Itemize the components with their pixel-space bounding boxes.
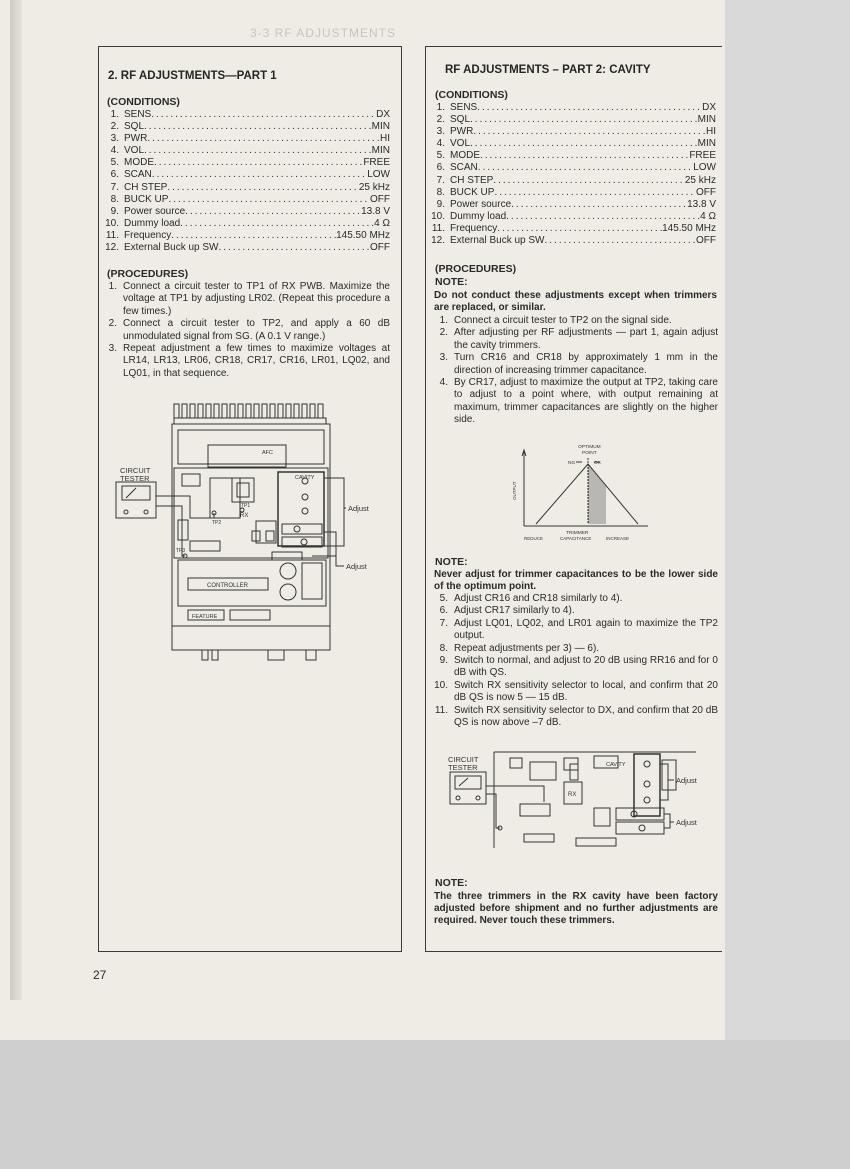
tester-label-2: TESTER bbox=[120, 474, 150, 483]
condition-number: 11. bbox=[431, 222, 445, 234]
condition-value: 13.8 V bbox=[361, 205, 390, 217]
condition-row bbox=[98, 169, 390, 181]
condition-value: 145.50 MHz bbox=[336, 229, 390, 241]
procedure-step bbox=[100, 281, 390, 318]
condition-label: SENS bbox=[450, 102, 478, 113]
step-number: 3. bbox=[439, 352, 448, 364]
procedure-step bbox=[100, 318, 390, 343]
condition-value: 145.50 MHz bbox=[662, 222, 716, 234]
step-text: Switch RX sensitivity selector to local, and confirm that 20 dB QS is now 5 — 15 dB. bbox=[454, 679, 718, 704]
leader-dots bbox=[185, 206, 361, 218]
procedure-step bbox=[431, 377, 718, 427]
leader-dots bbox=[151, 109, 376, 121]
right-note2-heading: NOTE: bbox=[435, 556, 468, 568]
tester-label-1: CIRCUIT bbox=[120, 466, 151, 475]
step-number: 9. bbox=[439, 655, 448, 667]
step-number: 3. bbox=[108, 343, 117, 355]
step-text: Repeat adjustments per 3) — 6). bbox=[454, 642, 600, 654]
condition-number: 2. bbox=[110, 121, 119, 133]
leader-dots bbox=[477, 102, 702, 114]
condition-value: DX bbox=[702, 102, 716, 113]
leader-dots bbox=[493, 175, 685, 187]
step-number: 6. bbox=[439, 605, 448, 617]
step-number: 2. bbox=[439, 327, 448, 339]
condition-value: MIN bbox=[697, 138, 716, 150]
step-text: Connect a circuit tester to TP2, and apply a 60 dB unmodulated signal from SG. (A 0.1 V range.) bbox=[123, 318, 390, 342]
condition-value: FREE bbox=[689, 150, 716, 162]
condition-value: 25 kHz bbox=[358, 181, 390, 193]
condition-value: MIN bbox=[697, 114, 716, 126]
condition-number: 9. bbox=[436, 198, 445, 210]
tp3-label: TP3 bbox=[176, 548, 186, 554]
right-note3-text: The three trimmers in the RX cavity have been factory adjusted before shipment and no further adjustments are required. Never touch these trimmers. bbox=[434, 891, 718, 927]
condition-number: 1. bbox=[110, 109, 119, 120]
condition-label: SQL bbox=[124, 121, 145, 133]
condition-row bbox=[98, 121, 390, 133]
condition-row bbox=[98, 157, 390, 169]
condition-label: Frequency bbox=[450, 222, 498, 234]
condition-row bbox=[98, 206, 390, 218]
right-procedures-heading: (PROCEDURES) bbox=[435, 263, 517, 275]
condition-label: Power source bbox=[450, 198, 512, 210]
procedure-step bbox=[431, 605, 718, 617]
leader-dots bbox=[497, 223, 662, 235]
condition-label: CH STEP bbox=[450, 174, 494, 186]
condition-row bbox=[424, 211, 716, 223]
condition-row bbox=[98, 218, 390, 230]
leader-dots bbox=[144, 145, 372, 157]
condition-row bbox=[98, 182, 390, 194]
condition-number: 3. bbox=[110, 133, 119, 145]
procedure-step bbox=[431, 680, 718, 705]
leader-dots bbox=[180, 218, 374, 230]
condition-row bbox=[424, 138, 716, 150]
right-note2-text: Never adjust for trimmer capacitances to be the lower side of the optimum point. bbox=[434, 569, 718, 593]
graph-point: POINT bbox=[582, 451, 597, 456]
rx-label: RX bbox=[240, 513, 249, 519]
step-number: 4. bbox=[439, 377, 448, 389]
afc-label: AFC bbox=[262, 450, 273, 456]
step-number: 1. bbox=[439, 315, 448, 326]
condition-label: PWR bbox=[124, 133, 148, 145]
condition-value: OFF bbox=[370, 242, 390, 254]
condition-row bbox=[424, 162, 716, 174]
adjust-label-2: Adjust bbox=[346, 562, 367, 571]
rx2-label: RX bbox=[568, 792, 577, 798]
graph-optimum: OPTIMUM bbox=[578, 445, 601, 450]
left-conditions-heading: (CONDITIONS) bbox=[107, 96, 180, 108]
leader-dots bbox=[168, 194, 370, 206]
condition-number: 8. bbox=[110, 193, 119, 205]
step-number: 2. bbox=[108, 318, 117, 330]
condition-row bbox=[98, 230, 390, 242]
page-edge bbox=[10, 0, 22, 1000]
condition-label: SQL bbox=[450, 114, 471, 126]
tp2-label: TP2 bbox=[212, 520, 222, 526]
condition-value: HI bbox=[380, 133, 390, 145]
condition-value: MIN bbox=[371, 145, 390, 157]
cavity-label: CAVITY bbox=[295, 475, 315, 481]
condition-label: BUCK UP bbox=[450, 186, 495, 198]
condition-label: Frequency bbox=[124, 229, 172, 241]
condition-label: Power source bbox=[124, 205, 186, 217]
condition-label: SENS bbox=[124, 109, 152, 120]
condition-label: MODE bbox=[124, 157, 154, 169]
leader-dots bbox=[171, 230, 336, 242]
condition-number: 4. bbox=[436, 138, 445, 150]
step-number: 5. bbox=[439, 593, 448, 604]
step-text: After adjusting per RF adjustments — part 1, again adjust the cavity trimmers. bbox=[454, 327, 718, 351]
condition-value: HI bbox=[706, 126, 716, 138]
graph-ng: NG bbox=[568, 461, 576, 466]
leader-dots bbox=[147, 133, 380, 145]
condition-row bbox=[98, 145, 390, 157]
leader-dots bbox=[544, 235, 696, 247]
right-steps-list-b bbox=[431, 593, 718, 729]
condition-value: 13.8 V bbox=[687, 198, 716, 210]
condition-label: VOL bbox=[124, 145, 145, 157]
condition-number: 12. bbox=[431, 235, 445, 247]
leader-dots bbox=[470, 114, 698, 126]
step-text: Repeat adjustment a few times to maximize voltages at LR14, LR13, LR06, CR18, CR17, CR16, LR01, LQ02, and LQ01, in that sequence. bbox=[123, 343, 390, 379]
condition-value: 25 kHz bbox=[684, 174, 716, 186]
condition-row bbox=[424, 102, 716, 114]
condition-label: External Buck up SW bbox=[124, 242, 219, 254]
condition-number: 10. bbox=[105, 217, 119, 229]
step-text: Adjust CR17 similarly to 4). bbox=[454, 605, 575, 617]
step-number: 11. bbox=[434, 704, 448, 716]
condition-label: Dummy load bbox=[124, 217, 181, 229]
leader-dots bbox=[144, 121, 372, 133]
step-number: 1. bbox=[108, 281, 117, 292]
condition-number: 11. bbox=[105, 229, 119, 241]
right-note-text: Do not conduct these adjustments except when trimmers are replaced, or similar. bbox=[434, 290, 717, 314]
controller-label: CONTROLLER bbox=[207, 583, 249, 589]
condition-row bbox=[424, 199, 716, 211]
step-number: 10. bbox=[434, 679, 448, 691]
condition-number: 2. bbox=[436, 114, 445, 126]
graph-output: OUTPUT bbox=[512, 481, 517, 500]
leader-dots bbox=[478, 162, 693, 174]
leader-dots bbox=[152, 169, 367, 181]
step-number: 7. bbox=[439, 617, 448, 629]
condition-label: VOL bbox=[450, 138, 471, 150]
feature-label: FEATURE bbox=[192, 614, 218, 620]
condition-number: 7. bbox=[110, 181, 119, 193]
step-text: By CR17, adjust to maximize the output at TP2, taking care to adjust to a point where, with output remaining at maximum, trimmer capacitances are slightly on the higher side. bbox=[454, 377, 718, 426]
procedure-step bbox=[431, 643, 718, 655]
graph-reduce: REDUCE bbox=[524, 536, 544, 541]
condition-value: OFF bbox=[696, 186, 716, 198]
condition-number: 8. bbox=[436, 186, 445, 198]
step-text: Turn CR16 and CR18 by approximately 1 mm in the direction of increasing trimmer capacitance. bbox=[454, 352, 718, 376]
condition-label: SCAN bbox=[124, 169, 152, 181]
leader-dots bbox=[506, 211, 700, 223]
condition-number: 7. bbox=[436, 174, 445, 186]
condition-row bbox=[98, 133, 390, 145]
step-text: Switch to normal, and adjust to 20 dB using RR16 and for 0 dB with QS. bbox=[454, 655, 718, 679]
cavity-diagram bbox=[444, 748, 714, 852]
condition-row bbox=[98, 194, 390, 206]
condition-number: 6. bbox=[110, 169, 119, 181]
cavity2-label: CAVITY bbox=[606, 762, 626, 768]
condition-label: MODE bbox=[450, 150, 480, 162]
procedure-step bbox=[431, 618, 718, 643]
condition-row bbox=[424, 150, 716, 162]
right-note3-heading: NOTE: bbox=[435, 877, 468, 889]
tester2-label-2: TESTER bbox=[448, 763, 478, 772]
step-text: Connect a circuit tester to TP2 on the signal side. bbox=[454, 315, 672, 326]
right-title: RF ADJUSTMENTS – PART 2: CAVITY bbox=[445, 64, 651, 76]
condition-label: External Buck up SW bbox=[450, 235, 545, 247]
condition-label: Dummy load bbox=[450, 210, 507, 222]
leader-dots bbox=[494, 187, 696, 199]
ghost-header: 3-3 RF ADJUSTMENTS bbox=[250, 26, 397, 40]
condition-label: CH STEP bbox=[124, 181, 168, 193]
condition-value: LOW bbox=[693, 162, 716, 174]
condition-number: 12. bbox=[105, 242, 119, 254]
condition-row bbox=[98, 109, 390, 121]
leader-dots bbox=[167, 182, 359, 194]
leader-dots bbox=[473, 126, 706, 138]
condition-value: DX bbox=[376, 109, 390, 120]
step-text: Switch RX sensitivity selector to DX, and confirm that 20 dB QS is now above –7 dB. bbox=[454, 704, 718, 729]
condition-label: BUCK UP bbox=[124, 193, 169, 205]
leader-dots bbox=[480, 150, 689, 162]
graph-ok: OK bbox=[594, 461, 601, 466]
leader-dots bbox=[470, 138, 698, 150]
condition-value: FREE bbox=[363, 157, 390, 169]
adjust2-label-1: Adjust bbox=[676, 776, 697, 785]
radio-board-diagram bbox=[112, 400, 392, 665]
condition-number: 4. bbox=[110, 145, 119, 157]
condition-value: MIN bbox=[371, 121, 390, 133]
condition-number: 3. bbox=[436, 126, 445, 138]
graph-trimmer: TRIMMER bbox=[566, 531, 589, 536]
right-conditions-list bbox=[424, 102, 716, 247]
condition-row bbox=[424, 126, 716, 138]
step-text: Adjust CR16 and CR18 similarly to 4). bbox=[454, 593, 623, 604]
leader-dots bbox=[511, 199, 687, 211]
adjust2-label-2: Adjust bbox=[676, 818, 697, 827]
step-text: Connect a circuit tester to TP1 of RX PWB. Maximize the voltage at TP1 by adjusting LR02. (Repeat this procedure a few times.) bbox=[123, 281, 390, 317]
adjust-label-1: Adjust bbox=[348, 504, 369, 513]
procedure-step bbox=[100, 343, 390, 380]
left-title: 2. RF ADJUSTMENTS—PART 1 bbox=[108, 70, 277, 82]
tester2-label-1: CIRCUIT bbox=[448, 755, 479, 764]
condition-value: OFF bbox=[696, 235, 716, 247]
step-number: 8. bbox=[439, 642, 448, 654]
right-steps-list-a bbox=[431, 315, 718, 427]
condition-label: PWR bbox=[450, 126, 474, 138]
right-note-heading: NOTE: bbox=[435, 276, 468, 288]
procedure-step bbox=[431, 593, 718, 605]
procedure-step bbox=[431, 352, 718, 377]
condition-value: LOW bbox=[367, 169, 390, 181]
left-conditions-list bbox=[98, 109, 390, 254]
condition-row bbox=[424, 175, 716, 187]
condition-label: SCAN bbox=[450, 162, 478, 174]
tp1-label: TP1 bbox=[241, 503, 251, 509]
trimmer-output-graph bbox=[510, 440, 660, 544]
condition-row bbox=[424, 235, 716, 247]
procedure-step bbox=[431, 327, 718, 352]
left-procedures-heading: (PROCEDURES) bbox=[107, 268, 189, 280]
condition-number: 1. bbox=[436, 102, 445, 113]
condition-number: 10. bbox=[431, 210, 445, 222]
graph-capacitance: CAPACITANCE bbox=[560, 536, 592, 541]
right-conditions-heading: (CONDITIONS) bbox=[435, 89, 508, 101]
condition-number: 9. bbox=[110, 205, 119, 217]
page-number: 27 bbox=[93, 968, 107, 982]
left-procedures-list bbox=[100, 281, 390, 380]
procedure-step bbox=[431, 315, 718, 327]
scan-background bbox=[0, 1040, 850, 1169]
graph-increase: INCREASE bbox=[606, 536, 630, 541]
condition-value: OFF bbox=[370, 193, 390, 205]
condition-row bbox=[98, 242, 390, 254]
condition-row bbox=[424, 223, 716, 235]
leader-dots bbox=[154, 157, 363, 169]
procedure-step bbox=[431, 655, 718, 680]
condition-row bbox=[424, 187, 716, 199]
leader-dots bbox=[218, 242, 370, 254]
condition-number: 5. bbox=[110, 157, 119, 169]
step-text: Adjust LQ01, LQ02, and LR01 again to maximize the TP2 output. bbox=[454, 617, 718, 642]
condition-value: 4 Ω bbox=[374, 217, 390, 229]
condition-number: 5. bbox=[436, 150, 445, 162]
procedure-step bbox=[431, 705, 718, 730]
condition-number: 6. bbox=[436, 162, 445, 174]
condition-row bbox=[424, 114, 716, 126]
condition-value: 4 Ω bbox=[700, 210, 716, 222]
